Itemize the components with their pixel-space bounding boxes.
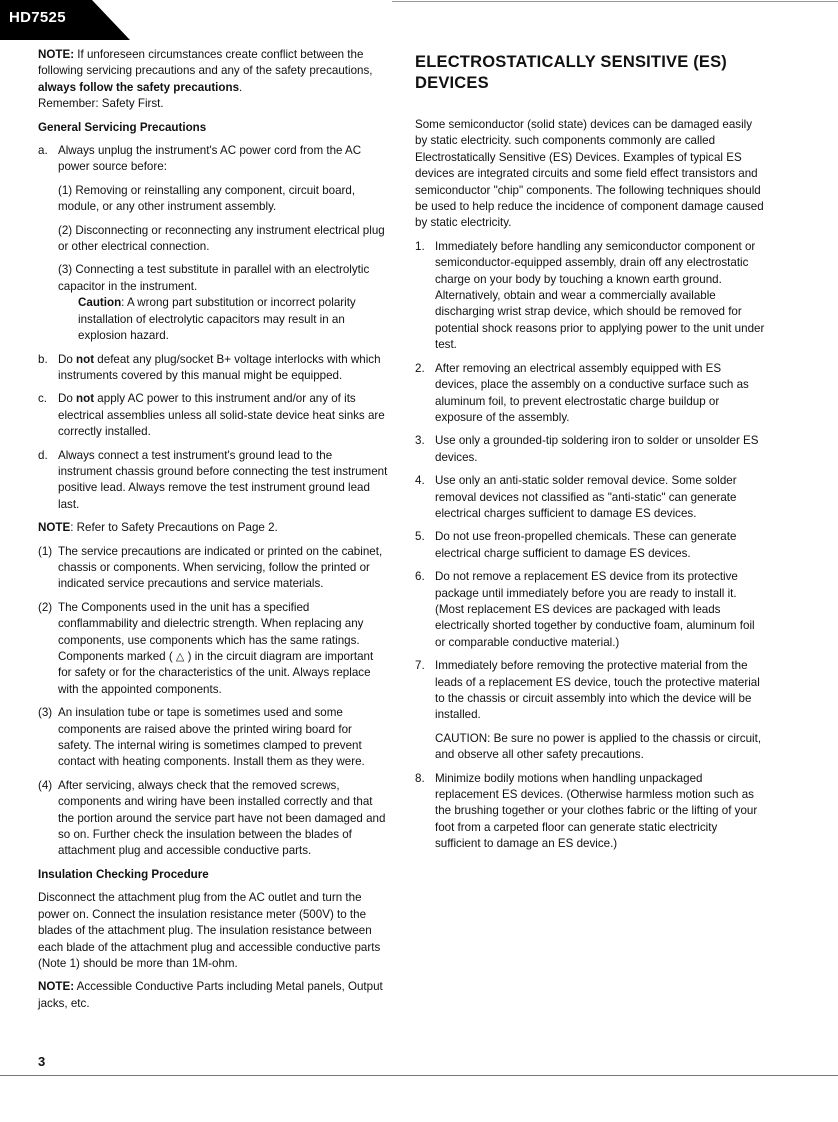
es-item-2: 2. After removing an electrical assembly equipped with ES devices, place the assembly on a conductive surface such as aluminum foil, to prevent electrostatic charge buildup or exposure of the assembly. [415,361,749,424]
general-servicing-heading: General Servicing Precautions [38,120,207,134]
precaution-item-1: (1) The service precautions are indicated or printed on the cabinet, chassis or components. When servicing, follow the printed or indicated service precautions and service materials. [38,544,383,591]
insulation-text: Disconnect the attachment plug from the AC outlet and turn the power on. Connect the insulation resistance meter (500V) to the blades of the attachment plug. The insulation resistance between each blade of the attachment plug and accessible conductive parts (Note 1) should be more than 1M-ohm. [38,891,381,970]
list-item-a: a. Always unplug the instrument's AC power cord from the AC power source before: [38,144,362,174]
insulation-heading: Insulation Checking Procedure [38,867,209,881]
note-safety-first: NOTE: If unforeseen circumstances create conflict between the following servicing precautions and any of the safety precautions, always follow the safety precautions. Remember: Safety First. [38,48,373,111]
section-title: ELECTROSTATICALLY SENSITIVE (ES) DEVICES [415,53,727,92]
es-item-8: 8. Minimize bodily motions when handling unpackaged replacement ES devices. (Otherwise harmless motion such as the brushing together or your clothes fabric or the lifting of your foot from a carpeted floor can generate static electricity sufficient to damage an ES device.) [415,771,758,851]
note-refer-page-2: NOTE: Refer to Safety Precautions on Page 2. [38,521,278,535]
sub-item-1: (1) Removing or reinstalling any component, circuit board, module, or any other instrument assembly. [58,183,356,214]
page-number: 3 [38,1054,46,1069]
right-column [415,52,765,860]
es-caution: CAUTION: Be sure no power is applied to the chassis or circuit, and observe all other safety precautions. [435,731,762,762]
es-intro: Some semiconductor (solid state) devices can be damaged easily by static electricity. such components commonly are called Electrostatically Sensitive (ES) Devices. Examples of typical ES devices are integrated circuits and some field effect transistors and semiconductor "chip" components. The following techniques should be used to help reduce the incidence of component damage caused by static electricity. [415,118,764,230]
sub-item-2: (2) Disconnecting or reconnecting any instrument electrical plug or other electrical connection. [58,223,385,254]
caution-note: Caution: A wrong part substitution or incorrect polarity installation of electrolytic capacitors may result in an explosion hazard. [78,296,356,343]
model-number: HD7525 [9,9,66,26]
bottom-rule [0,1075,838,1076]
top-rule [392,1,838,2]
list-item-c: c. Do not apply AC power to this instrument and/or any of its electrical assemblies unless all solid-state device heat sinks are correctly installed. [38,392,385,439]
model-tab [0,0,130,40]
es-item-5: 5. Do not use freon-propelled chemicals. These can generate electrical charge sufficient to damage ES devices. [415,530,737,560]
es-item-6: 6. Do not remove a replacement ES device from its protective package until immediately before you are ready to install it. (Most replacement ES devices are packaged with leads electrically shorted together by conductive foam, aluminum foil or comparable conductive material.) [415,570,755,649]
warning-triangle-icon: △ [175,651,185,663]
list-item-d: d. Always connect a test instrument's ground lead to the instrument chassis ground before connecting the test instrument positive lead. Always remove the test instrument ground lead last. [38,448,388,511]
es-item-4: 4. Use only an anti-static solder removal device. Some solder removal devices not classified as "anti-static" can generate electrical charges sufficient to damage ES devices. [415,474,737,520]
note-conductive-parts: NOTE: Accessible Conductive Parts including Metal panels, Output jacks, etc. [38,980,383,1010]
es-item-3: 3. Use only a grounded-tip soldering iron to solder or unsolder ES devices. [415,434,759,464]
es-item-7: 7. Immediately before removing the protective material from the leads of a replacement ES device, touch the protective material to the chassis or circuit assembly into which the device will be installed. [415,659,760,722]
es-item-1: 1. Immediately before handling any semiconductor component or semiconductor-equipped assembly, drain off any electrostatic charge on your body by touching a known earth ground. Alternatively, obtain and wear a commercially available discharging wrist strap device, which should be removed for potential shock reasons prior to applying power to the unit under test. [415,239,765,352]
left-column [38,47,388,1019]
precaution-item-4: (4) After servicing, always check that the removed screws, components and wiring have been installed correctly and that the portion around the service part have not been damaged and so on. Further check the insulation between the blades of attachment plug and accessible conductive parts. [38,778,386,858]
precaution-item-3: (3) An insulation tube or tape is sometimes used and some components are raised above the printed wiring board for safety. The internal wiring is sometimes clamped to prevent contact with heating components. Install them as they were. [38,706,365,769]
sub-item-3: (3) Connecting a test substitute in parallel with an electrolytic capacitor in the instrument. [58,263,370,293]
precaution-item-2: (2) The Components used in the unit has a specified conflammability and dielectric strength. When replacing any components, use components which has the same ratings. Components marked ( △ ) in the circuit diagram are important for safety or for the characteristics of the unit. Always replace with the appointed components. [38,600,374,696]
list-item-b: b. Do not defeat any plug/socket B+ voltage interlocks with which instruments covered by this manual might be equipped. [38,352,381,382]
es-list [415,239,765,724]
